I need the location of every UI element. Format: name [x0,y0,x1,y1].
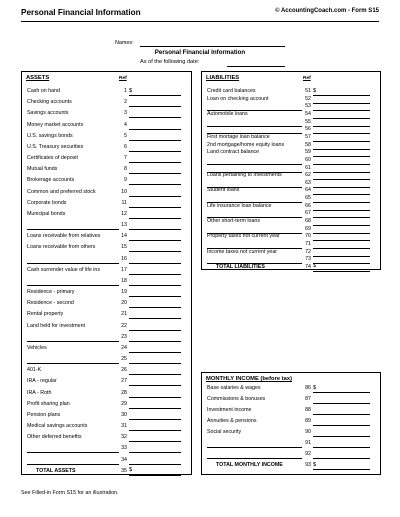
liability-row-ref: 56 [305,126,311,133]
liability-row-ref: 61 [305,164,311,171]
asset-row-label: 401-K [27,367,42,374]
asset-row-amount-line[interactable] [129,229,181,230]
liabilities-ref-heading: Ref [303,76,311,81]
liabilities-section [201,71,381,270]
asset-row-ref: 13 [121,222,127,229]
asset-row [22,122,191,132]
asset-row-ref: 29 [121,400,127,407]
asset-row [22,390,191,400]
asset-row [22,345,191,355]
asset-row-ref: 14 [121,233,127,240]
asset-row-label: Corporate bonds [27,199,67,206]
liability-row-label: Automobile loans [207,110,248,117]
liability-row-ref: 66 [305,202,311,209]
asset-row-ref: 19 [121,289,127,296]
footer-note: See Filled-in Form S15 for an illustration. [21,490,119,496]
asset-row [22,434,191,444]
form-title: Personal Financial Information [154,49,246,56]
liability-row-label: Credit card balances [207,88,256,94]
asset-row [22,412,191,422]
income-row [202,396,380,406]
income-row-amount-line[interactable] [313,469,370,470]
asset-row-amount-line[interactable] [129,207,181,208]
site-credit: © AccountingCoach.com - Form S15 [275,8,379,14]
income-row-label: Base salaries & wages [207,385,261,391]
income-section [201,372,381,475]
asset-row-amount-line[interactable] [129,397,181,398]
asset-row-label: Loans receivable from others [27,244,96,251]
names-line[interactable] [140,46,285,47]
asset-row-amount-line[interactable] [129,318,181,319]
asset-row-amount-line[interactable] [129,352,181,353]
asset-row [22,88,191,98]
asset-row-label: Profit sharing plan [27,400,70,407]
asset-row [22,200,191,210]
asset-row [22,289,191,299]
income-row [202,451,380,461]
income-row-amount-line[interactable] [313,458,370,459]
asset-row [22,133,191,143]
asset-row [22,378,191,388]
asset-row-ref: 16 [121,255,127,262]
asset-row-ref: 32 [121,434,127,441]
asset-row-ref: 27 [121,378,127,385]
liability-row-label: First mortage loan balance [207,133,270,140]
asset-row [22,110,191,120]
liability-row-ref: 71 [305,241,311,247]
income-row [202,440,380,450]
income-row-amount-line[interactable] [313,436,370,437]
asset-row-ref: 33 [121,445,127,452]
liability-row-label: Property taxes not current year [207,233,280,240]
income-row [202,462,380,472]
assets-section [21,71,192,475]
asset-row-amount-line[interactable] [129,173,181,174]
asset-row-blank-line[interactable] [27,464,119,465]
asset-row-label: IRA - regular [27,378,57,385]
asset-row [22,278,191,288]
asset-row-blank-line[interactable] [27,263,119,264]
asset-row-label: TOTAL ASSETS [36,467,76,474]
asset-row-ref: 34 [121,456,127,463]
liability-row-label: Life insurance loan balance [207,202,272,209]
liability-row-ref: 73 [305,256,311,263]
asset-row-amount-line[interactable] [129,363,181,364]
income-row-ref: 88 [305,407,311,413]
asset-row-label: Common and preferred stock [27,188,96,195]
asset-row-label: Brokerage accounts [27,177,75,184]
asset-row-ref: 28 [121,389,127,396]
asset-row-amount-line[interactable] [129,95,181,96]
income-row-label: Investment income [207,407,252,413]
liability-row-ref: 52 [305,95,311,102]
asset-row [22,401,191,411]
asset-row-ref: 26 [121,367,127,374]
income-row-ref: 89 [305,418,311,424]
asset-row-amount-line[interactable] [129,140,181,141]
liability-row-label: Other short-term loans [207,218,260,225]
income-row-amount-line[interactable] [313,447,370,448]
page-title: Personal Financial Information [21,8,141,17]
income-row-amount-line[interactable] [313,425,370,426]
asset-row-label: Mutual funds [27,166,58,173]
asset-row-blank-line[interactable] [27,229,119,230]
asset-row-label: Loans receivable from relatives [27,233,101,240]
asset-row-amount-line[interactable] [129,330,181,331]
asset-row-ref: 23 [121,333,127,340]
asset-row-amount-line[interactable] [129,251,181,252]
income-row [202,407,380,417]
asset-row-ref: 31 [121,423,127,430]
liability-row-ref: 69 [305,225,311,232]
liability-row-label: Land contract balance [207,149,260,156]
income-row-label: Annuities & pensions [207,418,257,424]
liability-row-ref: 65 [305,195,311,202]
income-row-amount-line[interactable] [313,392,370,393]
asset-row-blank-line[interactable] [27,285,119,286]
asset-row-label: Certificates of deposit [27,155,78,162]
asset-row-blank-line[interactable] [27,341,119,342]
as-of-label: As of the following date: [140,59,200,65]
liability-row-label: Student loans [207,187,240,194]
asset-row-ref: 11 [121,199,127,206]
liability-row-label: Loans pertaining to investments [207,172,282,179]
asset-row-amount-line[interactable] [129,240,181,241]
asset-row [22,300,191,310]
asset-row [22,445,191,455]
asset-row-label: Cash on hand [27,88,60,94]
asset-row [22,99,191,109]
asset-row [22,423,191,433]
asset-row-amount-line[interactable] [129,385,181,386]
asset-row-label: Cash surrender value of life ins [27,266,101,273]
income-row-ref: 92 [305,451,311,457]
asset-row [22,211,191,221]
asset-row [22,334,191,344]
income-row-label: Social security [207,429,242,435]
asset-row-ref: 21 [121,311,127,318]
income-row-amount-line[interactable] [313,403,370,404]
asset-row-amount-line[interactable] [129,419,181,420]
liability-row-label: Loan on checking account [207,95,269,102]
income-row [202,385,380,395]
asset-row-ref: 12 [121,210,127,217]
asset-row [22,367,191,377]
asset-row-blank-line[interactable] [27,452,119,453]
names-label: Names: [115,40,134,46]
income-row-blank-line[interactable] [207,447,302,448]
asset-row-amount-line[interactable] [129,263,181,264]
asset-row-label: Residence - second [27,300,74,307]
asset-row-amount-line[interactable] [129,475,181,476]
asset-row-ref: 18 [121,277,127,284]
liability-row-dollar: $ [313,87,317,94]
asset-row-amount-line[interactable] [129,274,181,275]
liability-row-ref: 74 [305,263,311,270]
page-header [21,8,379,22]
asset-row [22,323,191,333]
asset-row-label: Other deferred benefits [27,434,82,441]
asset-row-ref: 6 [124,143,127,150]
asset-row-blank-line[interactable] [27,363,119,364]
asset-row-ref: 30 [121,411,127,418]
liability-row-ref: 62 [305,172,311,179]
income-row-ref: 86 [305,385,311,391]
liability-row-ref: 72 [305,248,311,255]
asset-row-amount-line[interactable] [129,374,181,375]
asset-row [22,155,191,165]
liability-row-amount-line[interactable] [313,271,370,272]
liability-row-ref: 64 [305,187,311,194]
income-row-label: TOTAL MONTHLY INCOME [216,462,283,468]
asset-row-dollar: $ [129,467,133,474]
income-row-ref: 93 [305,462,311,468]
income-row-ref: 87 [305,396,311,402]
liability-row-label: TOTAL LIABILITIES [216,263,265,270]
asset-row-amount-line[interactable] [129,452,181,453]
liability-row-ref: 54 [305,110,311,117]
income-row-amount-line[interactable] [313,414,370,415]
header-rule [21,21,379,22]
asset-row-dollar: $ [129,87,133,94]
liability-row-ref: 51 [305,88,311,94]
asset-row-label: U.S. savings bonds [27,132,73,139]
asset-row-ref: 7 [124,155,127,162]
asset-row-amount-line[interactable] [129,464,181,465]
asset-row-amount-line[interactable] [129,430,181,431]
income-heading: MONTHLY INCOME (before tax) [206,376,292,382]
asset-row-label: Residence - primary [27,289,75,296]
asset-row-ref: 2 [124,99,127,106]
liability-row-ref: 53 [305,103,311,110]
asset-row-ref: 35 [121,467,127,474]
liability-row-label: Income taxes not current year [207,248,278,255]
asset-row [22,144,191,154]
asset-row [22,189,191,199]
income-row-label: Commissions & bonuses [207,396,266,402]
asset-row-amount-line[interactable] [129,307,181,308]
asset-row-label: Vehicles [27,344,47,351]
asset-row-amount-line[interactable] [129,151,181,152]
asset-row [22,468,191,478]
asset-row-label: Checking accounts [27,99,72,106]
asset-row-label: Medical savings accounts [27,423,88,430]
income-row-dollar: $ [313,461,317,468]
liability-row-ref: 60 [305,156,311,163]
asset-row-amount-line[interactable] [129,162,181,163]
asset-row-amount-line[interactable] [129,341,181,342]
as-of-line[interactable] [227,66,285,67]
asset-row-ref: 3 [124,110,127,117]
liabilities-heading: LIABILITIES [206,75,240,81]
asset-row-ref: 24 [121,344,127,351]
income-row-dollar: $ [313,384,317,391]
asset-row-amount-line[interactable] [129,408,181,409]
asset-row-ref: 4 [124,121,127,128]
asset-row-ref: 25 [121,356,127,363]
asset-row [22,222,191,232]
asset-row-amount-line[interactable] [129,218,181,219]
liability-row-dollar: $ [313,263,317,270]
asset-row-amount-line[interactable] [129,117,181,118]
income-row [202,429,380,439]
asset-row [22,311,191,321]
asset-row [22,233,191,243]
asset-row-label: Rental property [27,311,64,318]
assets-ref-heading: Ref [119,76,127,81]
asset-row-ref: 9 [124,177,127,184]
asset-row-amount-line[interactable] [129,184,181,185]
liability-row-ref: 63 [305,179,311,186]
asset-row-label: U.S. Treasury securities [27,143,84,150]
asset-row-amount-line[interactable] [129,196,181,197]
asset-row-ref: 20 [121,300,127,307]
liability-row-ref: 59 [305,149,311,156]
asset-row-ref: 15 [121,244,127,251]
asset-row-ref: 10 [121,188,127,195]
asset-row-amount-line[interactable] [129,285,181,286]
asset-row-label: Land held for investment [27,322,86,329]
liability-row [202,264,380,274]
asset-row [22,267,191,277]
liability-row-ref: 57 [305,133,311,140]
asset-row-ref: 17 [121,266,127,273]
asset-row [22,256,191,266]
asset-row [22,244,191,254]
asset-row-amount-line[interactable] [129,441,181,442]
asset-row [22,177,191,187]
asset-row-amount-line[interactable] [129,129,181,130]
asset-row-label: Savings accounts [27,110,69,117]
asset-row-label: Pension plans [27,411,61,418]
assets-heading: ASSETS [26,75,50,81]
liability-row-ref: 70 [305,233,311,240]
asset-row-ref: 8 [124,166,127,173]
liability-row-ref: 67 [305,210,311,217]
income-row [202,418,380,428]
asset-row [22,457,191,467]
asset-row-ref: 22 [121,322,127,329]
liability-row-ref: 68 [305,218,311,225]
asset-row-label: Money market accounts [27,121,84,128]
asset-row [22,356,191,366]
asset-row-ref: 1 [124,88,127,94]
asset-row-label: IRA - Roth [27,389,52,396]
asset-row-amount-line[interactable] [129,296,181,297]
income-row-ref: 91 [305,440,311,446]
income-row-blank-line[interactable] [207,458,302,459]
asset-row-amount-line[interactable] [129,106,181,107]
asset-row-label: Municipal bonds [27,210,66,217]
income-row-ref: 90 [305,429,311,435]
liability-row-ref: 55 [305,118,311,125]
asset-row-ref: 5 [124,132,127,139]
liability-row-ref: 58 [305,141,311,148]
asset-row [22,166,191,176]
liability-row-label: 2nd mortgage/home equity loans [207,141,285,148]
